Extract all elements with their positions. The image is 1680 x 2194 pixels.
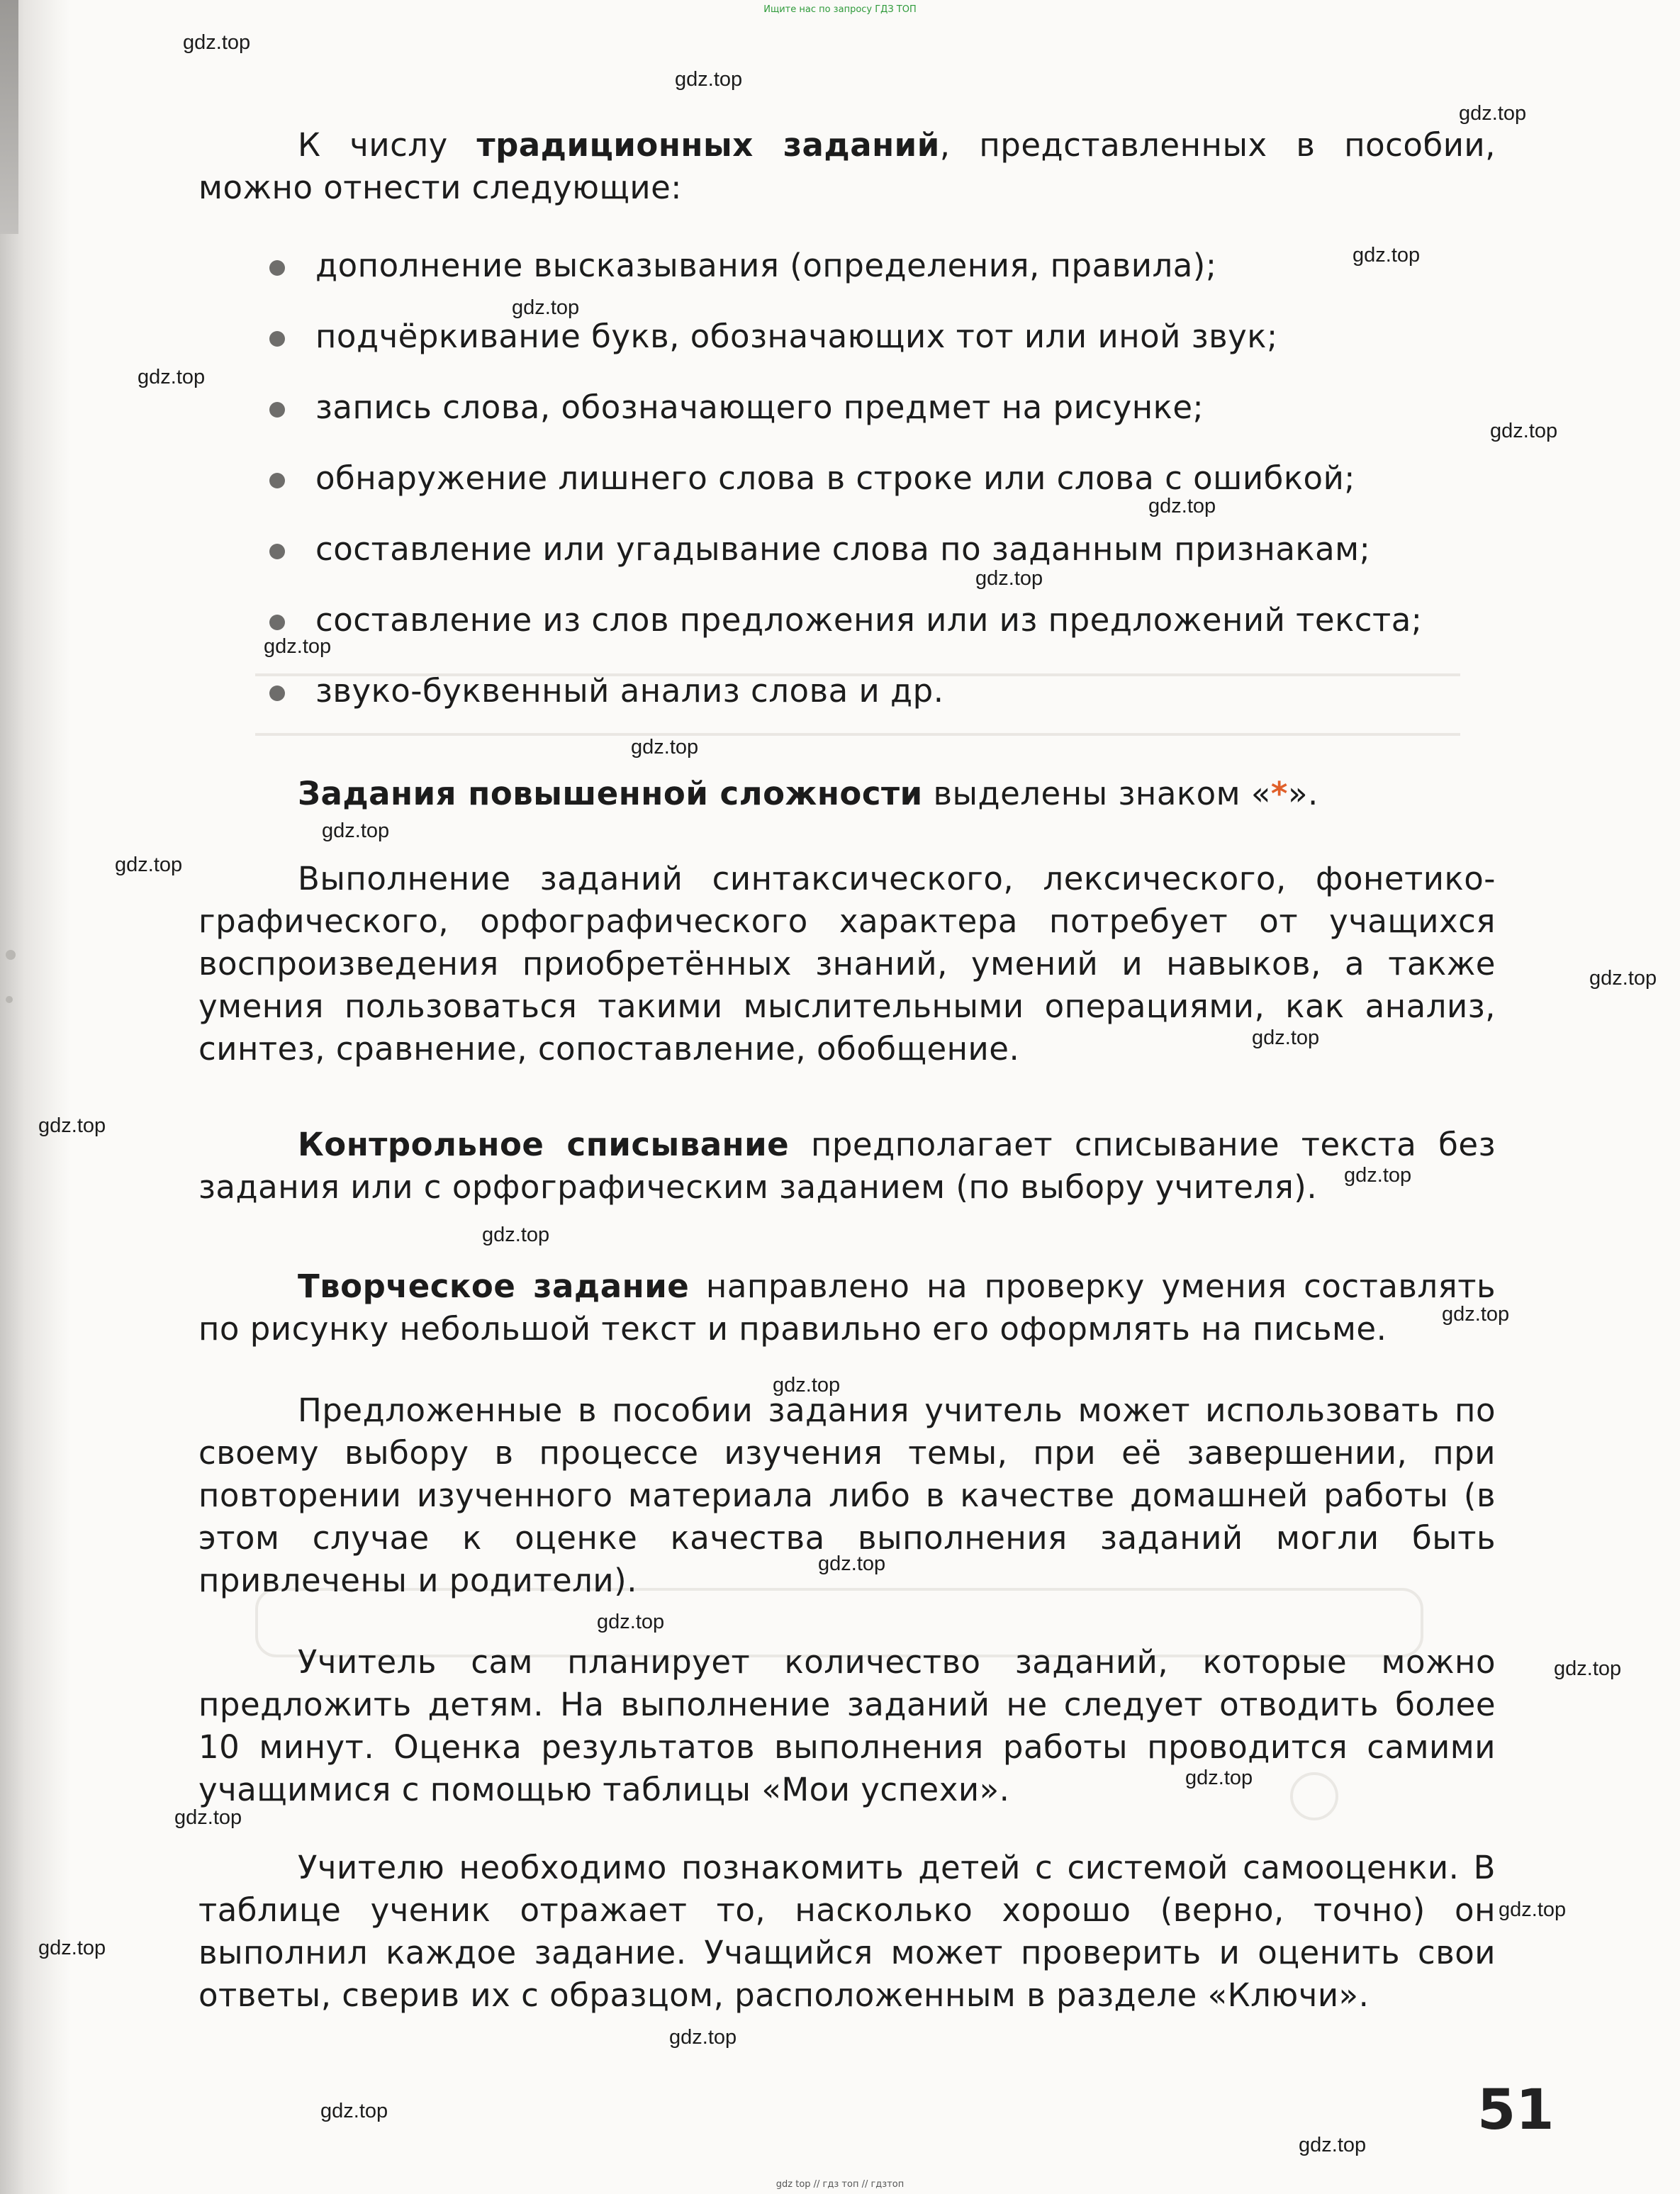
intro-text-before: К числу (298, 126, 477, 164)
control-bold-term: Контрольное списывание (298, 1126, 790, 1163)
asterisk-icon: * (1270, 775, 1288, 812)
self-assessment-text: Учителю необходимо познакомить детей с системой самооценки. В таблице ученик отражает то, насколько хорошо (верно, точно) он выполнил каждое задание. Учащийся может проверить и оценить свои ответы, сверив их с образцом, расположенным в разделе «Ключи». (198, 1849, 1496, 2014)
bullet-icon (269, 402, 285, 418)
binding-hole-mark (6, 950, 16, 960)
watermark: gdz.top (322, 819, 390, 842)
list-item (198, 457, 1496, 528)
skills-text: Выполнение заданий синтаксического, лексического, фонетико-графического, орфографического характера потребует от учащихся воспроизведения приобретённых знаний, умений и навыков, а также умения пользоваться такими мыслительными операциями, как анализ, синтез, сравнение, сопоставление, обобщение. (198, 860, 1496, 1068)
list-item (198, 315, 1496, 386)
list-item (198, 245, 1496, 315)
bullet-icon (269, 331, 285, 347)
watermark: gdz.top (183, 31, 251, 54)
watermark: gdz.top (1499, 1898, 1567, 1921)
watermark: gdz.top (1299, 2134, 1367, 2156)
bottom-banner[interactable]: gdz top // гдз топ // гдзтоп (775, 2179, 905, 2190)
watermark: gdz.top (482, 1224, 550, 1246)
page-binding-shadow (0, 0, 18, 234)
page-binding-edge (0, 0, 71, 2194)
creative-bold-term: Творческое задание (298, 1267, 690, 1305)
watermark: gdz.top (1554, 1657, 1622, 1680)
intro-paragraph (198, 124, 1496, 209)
self-assessment-paragraph (198, 1847, 1496, 2017)
bullet-icon (269, 260, 285, 276)
intro-bold-term: традиционных заданий (476, 126, 940, 164)
list-item (198, 670, 1496, 741)
watermark: gdz.top (38, 1114, 106, 1137)
binding-hole-mark (6, 996, 13, 1003)
watermark: gdz.top (512, 296, 580, 319)
watermark: gdz.top (818, 1552, 886, 1575)
creative-text: направлено на проверку умения составлять по рисунку небольшой текст и правильно его оформлять на письме. (198, 1267, 1496, 1348)
watermark: gdz.top (675, 68, 743, 91)
watermark: gdz.top (1459, 102, 1527, 125)
teacher-use-text: Предложенные в пособии задания учитель может использовать по своему выбору в процессе изучения темы, при её завершении, при повторении изученного материала либо в качестве домашней работы (в этом случае к оценке качества выполнения заданий могли быть привлечены и родители). (198, 1392, 1496, 1599)
watermark: gdz.top (174, 1806, 242, 1829)
watermark: gdz.top (1490, 420, 1558, 442)
list-item-text: составление из слов предложения или из предложений текста; (315, 601, 1423, 639)
page-number: 51 (1477, 2078, 1555, 2142)
watermark: gdz.top (773, 1374, 841, 1397)
bullet-icon (269, 615, 285, 630)
watermark: gdz.top (1589, 967, 1657, 990)
watermark: gdz.top (631, 736, 699, 759)
list-item-text: звуко-буквенный анализ слова и др. (315, 672, 944, 710)
list-item-text: запись слова, обозначающего предмет на рисунке; (315, 388, 1204, 426)
watermark: gdz.top (1344, 1164, 1412, 1187)
bullet-icon (269, 544, 285, 559)
watermark: gdz.top (1442, 1303, 1510, 1326)
list-item-text: дополнение высказывания (определения, правила); (315, 247, 1217, 284)
watermark: gdz.top (1185, 1767, 1253, 1789)
list-item-text: составление или угадывание слова по заданным признакам; (315, 530, 1371, 568)
watermark: gdz.top (38, 1937, 106, 1959)
task-bullet-list (198, 245, 1496, 741)
list-item-text: подчёркивание букв, обозначающих тот или иной звук; (315, 318, 1278, 355)
list-item (198, 386, 1496, 457)
control-text: предполагает списывание текста без задания или с орфографическим заданием (по выбору учителя). (198, 1126, 1496, 1206)
bullet-icon (269, 685, 285, 701)
advanced-text: выделены знаком « (922, 775, 1271, 812)
watermark: gdz.top (1252, 1026, 1320, 1049)
advanced-end: ». (1287, 775, 1318, 812)
top-banner[interactable]: Ищите нас по запросу ГДЗ ТОП (763, 4, 917, 15)
watermark: gdz.top (138, 366, 206, 388)
control-copying-paragraph (198, 1124, 1496, 1209)
watermark: gdz.top (320, 2100, 388, 2122)
watermark: gdz.top (669, 2026, 737, 2049)
advanced-bold-term: Задания повышенной сложности (298, 775, 923, 812)
planning-text: Учитель сам планирует количество заданий, которые можно предложить детям. На выполнение заданий не следует отводить более 10 минут. Оценка результатов выполнения работы проводится самими учащимися с помощью таблицы «Мои успехи». (198, 1643, 1496, 1808)
bullet-icon (269, 473, 285, 488)
intro-text-after: , представленных в пособии, можно отнести следующие: (198, 126, 1496, 206)
advanced-tasks-paragraph (198, 773, 1496, 815)
watermark: gdz.top (1353, 244, 1421, 267)
watermark: gdz.top (597, 1611, 665, 1633)
watermark: gdz.top (115, 853, 183, 876)
watermark: gdz.top (975, 567, 1043, 590)
watermark: gdz.top (1148, 495, 1216, 517)
list-item-text: обнаружение лишнего слова в строке или слова с ошибкой; (315, 459, 1355, 497)
list-item (198, 528, 1496, 599)
planning-paragraph (198, 1641, 1496, 1811)
list-item (198, 599, 1496, 670)
creative-task-paragraph (198, 1265, 1496, 1350)
watermark: gdz.top (264, 635, 332, 658)
